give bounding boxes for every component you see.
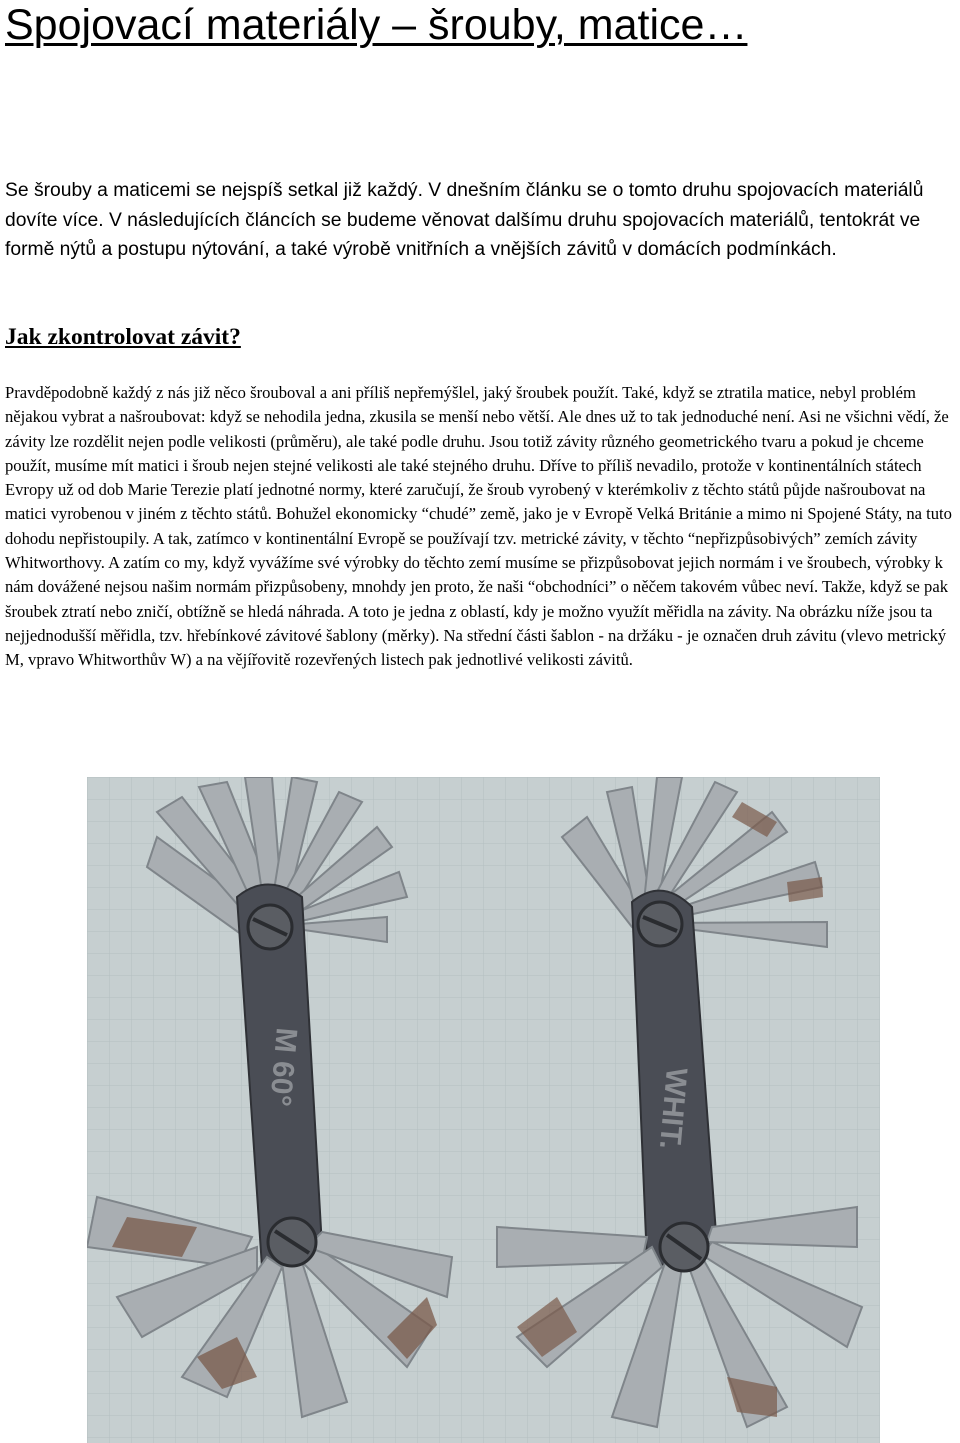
right-gauge-stamp: WHIT. xyxy=(652,1066,693,1151)
left-gauge-stamp: M 60° xyxy=(263,1026,303,1108)
section-paragraph: Pravděpodobně každý z nás již něco šrouboval a ani příliš nepřemýšlel, jaký šroubek použít. Také, když se ztratila matice, nebyl problém nějakou vybrat a našroubovat: když se nehodila jedna, zkusila se menší nebo větší. Ale dnes už to tak jednoduché není. Asi ne všichni vědí, že závity lze rozdělit nejen podle velikosti (průměru), ale také podle druhu. Jsou totiž závity různého geometrického tvaru a pokud je chceme použít, musíme mít matici i šroub nejen stejné velikosti ale také stejného druhu. Dříve to příliš nevadilo, protože v kontinentálních státech Evropy už od dob Marie Terezie platí jednotné normy, které zaručují, že šroub vyrobený v kterémkoliv z těchto států půjde našroubovat na matici vyrobenou v jiném z těchto států. Bohužel ekonomicky “chudé” země, jako je v Evropě Velká Británie a mimo ni Spojené Státy, na tuto dohodu nepřistoupily. A tak, zatímco v kontinentální Evropě se používají tzv. metrické závity, v těchto “nepřizpůsobivých” zemích závity Whitworthovy. A zatím co my, když vyvážíme své výrobky do těchto zemí musíme se přizpůsobovat jejich normám i ve šroubech, výrobky k nám dovážené nejsou našim normám přizpůsobeny, mnohdy jen proto, že naši “obchodníci” o něčem takovém vůbec neví. Takže, když se pak šroubek ztratí nebo zničí, obtížně se hledá náhrada. A toto je jedna z oblastí, kdy je možno využít měřidla na závity. Na obrázku níže jsou ta nejjednodušší měřidla, tzv. hřebínkové závitové šablony (měrky). Na střední části šablon - na držáku - je označen druh závitu (vlevo metrický M, vpravo Whitworthův W) a na vějířovitě rozevřených listech pak jednotlivé velikosti závitů. xyxy=(5,383,952,670)
intro-paragraph: Se šrouby a maticemi se nejspíš setkal již každý. V dnešním článku se o tomto druhu spojovacích materiálů dovíte více. V následujících článcích se budeme věnovat dalšímu druhu spojovacích materiálů, tentokrát ve formě nýtů a postupu nýtování, a také výrobě vnitřních a vnějších závitů v domácích podmínkách. xyxy=(5,180,924,260)
section-heading: Jak zkontrolovat závit? xyxy=(5,324,241,350)
document-title: Spojovací materiály – šrouby, matice… xyxy=(5,1,748,49)
thread-gauges-photo xyxy=(87,777,880,1443)
